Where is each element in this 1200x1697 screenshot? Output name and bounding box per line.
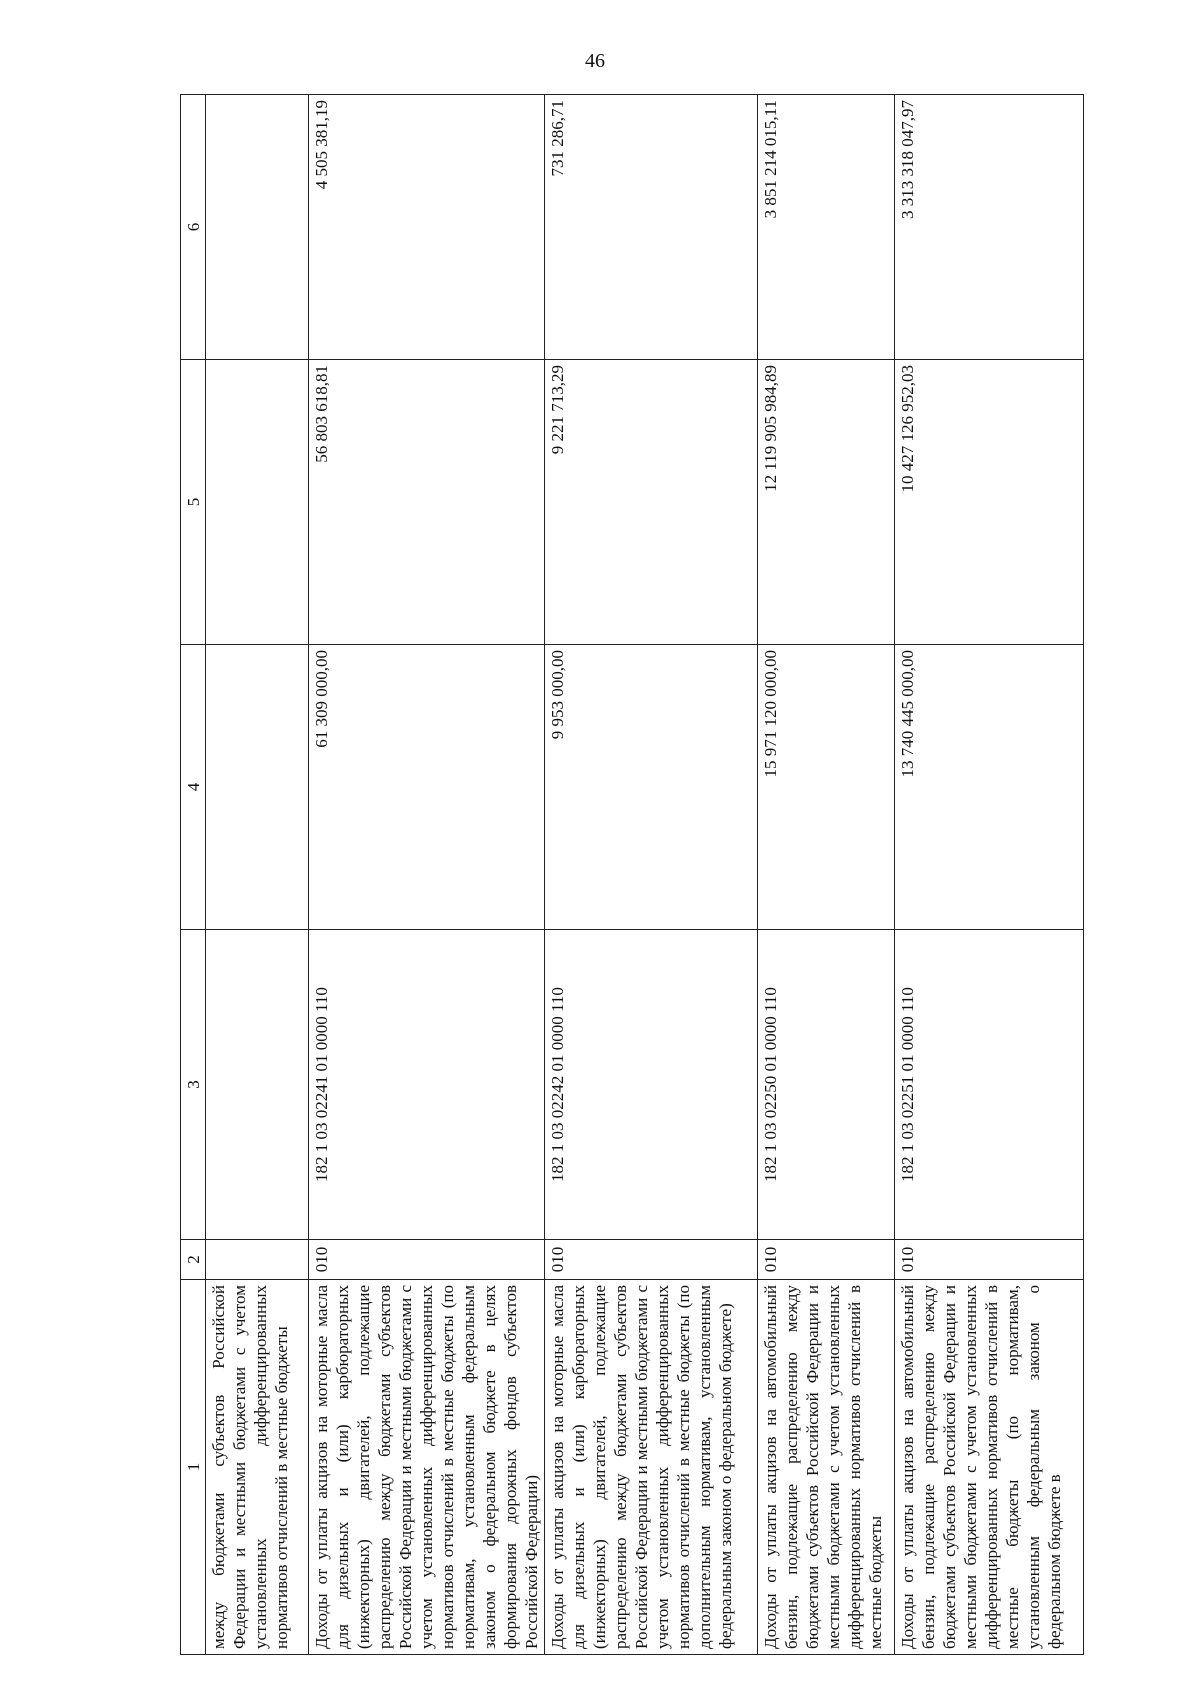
row-admin-code: 010 bbox=[895, 1240, 1084, 1280]
row-difference-amount: 731 286,71 bbox=[545, 95, 758, 360]
row-budget-code: 182 1 03 02241 01 0000 110 bbox=[309, 930, 545, 1240]
table-row bbox=[309, 95, 545, 1655]
row-budget-code: 182 1 03 02251 01 0000 110 bbox=[895, 930, 1084, 1240]
column-header-1: 1 bbox=[181, 1280, 206, 1655]
row-executed-amount: 56 803 618,81 bbox=[309, 360, 545, 645]
row-admin-code: 010 bbox=[545, 1240, 758, 1280]
row-difference-amount bbox=[206, 95, 309, 360]
revenue-table bbox=[180, 94, 1084, 1655]
row-difference-amount: 3 313 318 047,97 bbox=[895, 95, 1084, 360]
row-executed-amount: 10 427 126 952,03 bbox=[895, 360, 1084, 645]
row-executed-amount: 9 221 713,29 bbox=[545, 360, 758, 645]
table-row bbox=[758, 95, 895, 1655]
row-admin-code: 010 bbox=[758, 1240, 895, 1280]
row-budget-code: 182 1 03 02250 01 0000 110 bbox=[758, 930, 895, 1240]
header-row bbox=[181, 95, 206, 1655]
column-header-3: 3 bbox=[181, 930, 206, 1240]
column-header-4: 4 bbox=[181, 645, 206, 930]
row-description: Доходы от уплаты акцизов на автомобильный бензин, подлежащие распределению между бюджетами субъектов Российской Федерации и местными бюджетами с учетом установленных дифференцированных нормативов отчислений в местные бюджеты bbox=[758, 1280, 895, 1655]
row-description: Доходы от уплаты акцизов на автомобильный бензин, подлежащие распределению между бюджетами субъектов Российской Федерации и местными бюджетами с учетом установленных дифференцированных нормативов отчислений в местные бюджеты (по нормативам, установленным федеральным законом о федеральном бюджете в bbox=[895, 1280, 1084, 1655]
row-executed-amount bbox=[206, 360, 309, 645]
column-header-2: 2 bbox=[181, 1240, 206, 1280]
page-number: 46 bbox=[585, 50, 605, 72]
row-executed-amount: 12 119 905 984,89 bbox=[758, 360, 895, 645]
table-row bbox=[895, 95, 1084, 1655]
column-header-5: 5 bbox=[181, 360, 206, 645]
row-difference-amount: 4 505 381,19 bbox=[309, 95, 545, 360]
row-admin-code bbox=[206, 1240, 309, 1280]
row-description: Доходы от уплаты акцизов на моторные масла для дизельных и (или) карбюраторных (инжекторных) двигателей, подлежащие распределению между бюджетами субъектов Российской Федерации и местными бюджетами с учетом установленных дифференцированных нормативов отчислений в местные бюджеты (по нормативам, установленным федеральным законом о федеральном бюджете в целях формирования дорожных фондов субъектов Российской Федерации) bbox=[309, 1280, 545, 1655]
table-frame bbox=[180, 95, 1065, 1655]
row-plan-amount: 61 309 000,00 bbox=[309, 645, 545, 930]
table-row bbox=[545, 95, 758, 1655]
row-budget-code bbox=[206, 930, 309, 1240]
row-plan-amount: 9 953 000,00 bbox=[545, 645, 758, 930]
row-description: Доходы от уплаты акцизов на моторные масла для дизельных и (или) карбюраторных (инжекторных) двигателей, подлежащие распределению между бюджетами субъектов Российской Федерации и местными бюджетами с учетом установленных дифференцированных нормативов отчислений в местные бюджеты (по дополнительным нормативам, установленным федеральным законом о федеральном бюджете) bbox=[545, 1280, 758, 1655]
rotated-table-container bbox=[180, 95, 1065, 1655]
table-row bbox=[206, 95, 309, 1655]
row-description: между бюджетами субъектов Российской Федерации и местными бюджетами с учетом установленных дифференцированных нормативов отчислений в местные бюджеты bbox=[206, 1280, 309, 1655]
row-plan-amount: 15 971 120 000,00 bbox=[758, 645, 895, 930]
row-admin-code: 010 bbox=[309, 1240, 545, 1280]
row-plan-amount bbox=[206, 645, 309, 930]
row-plan-amount: 13 740 445 000,00 bbox=[895, 645, 1084, 930]
row-budget-code: 182 1 03 02242 01 0000 110 bbox=[545, 930, 758, 1240]
row-difference-amount: 3 851 214 015,11 bbox=[758, 95, 895, 360]
column-header-6: 6 bbox=[181, 95, 206, 360]
